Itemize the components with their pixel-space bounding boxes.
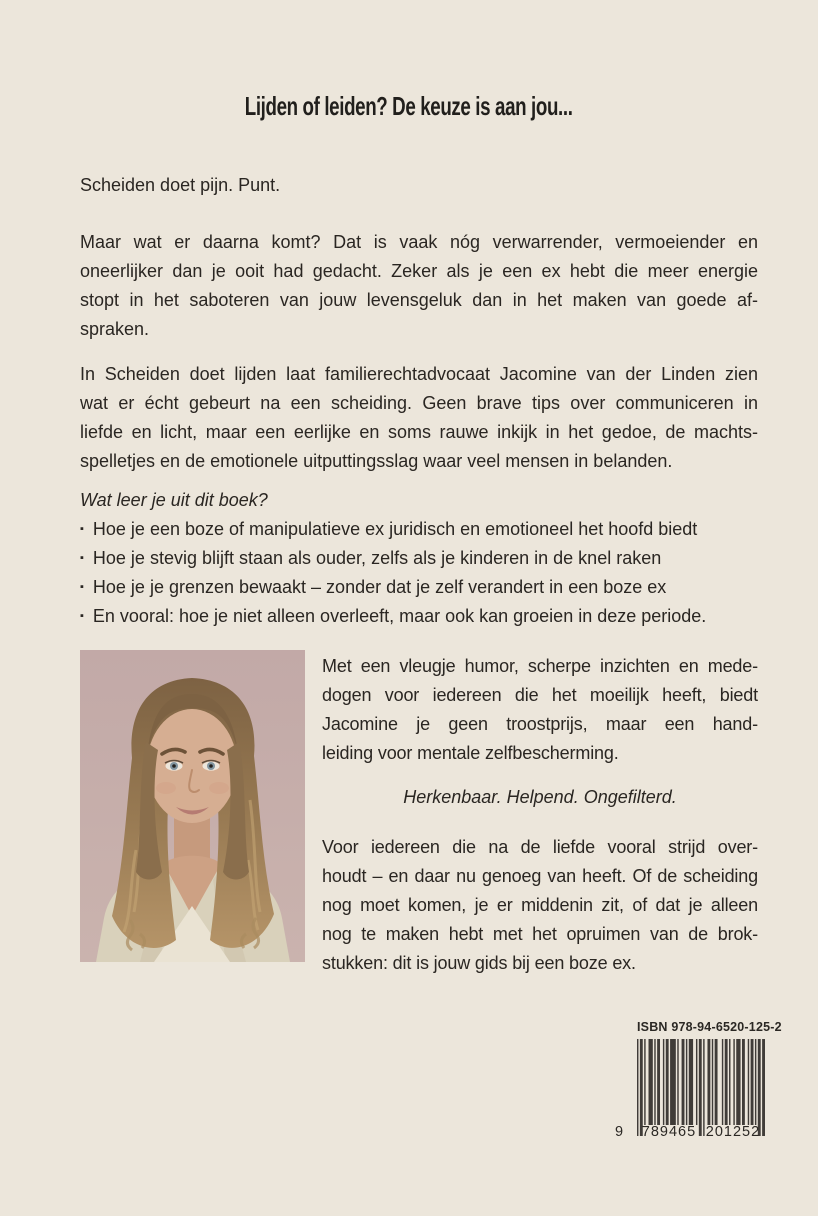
author-photo-illustration: [80, 650, 305, 962]
barcode-digit-group-2: 201252: [705, 1124, 761, 1140]
text-line: Jacomine je geen troostprijs, maar een hand-: [322, 714, 758, 734]
bullet-icon: ▪: [80, 581, 84, 593]
text-line: wat er écht gebeurt na een scheiding. Geen brave tips over communiceren in: [80, 393, 758, 413]
author-photo: [80, 650, 305, 962]
page-title-text: Lijden of leiden? De keuze is aan jou...: [245, 91, 573, 121]
text-line: stopt in het saboteren van jouw levensgeluk dan in het maken van goede af-: [80, 290, 758, 310]
bullet-icon: ▪: [80, 552, 84, 564]
intro-line: Scheiden doet pijn. Punt.: [80, 175, 281, 195]
bullet-item: [80, 602, 758, 631]
learn-section: [80, 486, 758, 631]
bullet-text: En vooral: hoe je niet alleen overleeft, maar ook kan groeien in deze periode.: [92, 606, 707, 626]
photo-blush-left: [156, 782, 176, 794]
text-line: spraken.: [80, 319, 150, 339]
bullet-text: Hoe je je grenzen bewaakt – zonder dat je zelf verandert in een boze ex: [92, 577, 667, 597]
beside-photo-paragraph: [322, 652, 758, 768]
bullet-text: Hoe je stevig blijft staan als ouder, zelfs als je kinderen in de knel raken: [92, 548, 662, 568]
tagline: Herkenbaar. Helpend. Ongefilterd.: [403, 787, 677, 807]
text-line: oneerlijker dan je ooit had gedacht. Zeker als je een ex hebt die meer energie: [80, 261, 758, 281]
bullet-icon: ▪: [80, 523, 84, 535]
barcode-digit-prefix: 9: [615, 1124, 624, 1140]
text-line: houdt – en daar nu genoeg van heeft. Of de scheiding: [322, 866, 758, 886]
closing-paragraph: [322, 833, 758, 978]
learn-section-heading: Wat leer je uit dit boek?: [80, 490, 268, 510]
bullet-item: [80, 573, 758, 602]
barcode-digit-group-1: 789465: [641, 1124, 697, 1140]
barcode: [637, 1039, 765, 1136]
bullet-text: Hoe je een boze of manipulatieve ex juridisch en emotioneel het hoofd biedt: [92, 519, 698, 539]
text-line: liefde en licht, maar een eerlijke en soms rauwe inkijk in het gedoe, de machts-: [80, 422, 758, 442]
isbn-block: [615, 1020, 782, 1140]
beside-photo-column: [322, 652, 758, 978]
text-line: nog moet komen, je er middenin zit, of dat je alleen: [322, 895, 758, 915]
barcode-digits: [615, 1124, 765, 1140]
page-title: [0, 91, 818, 122]
isbn-label: ISBN 978-94-6520-125-2: [637, 1020, 782, 1034]
text-line: leiding voor mentale zelfbescherming.: [322, 743, 619, 763]
text-line: Met een vleugje humor, scherpe inzichten en mede-: [322, 656, 758, 676]
bullet-item: [80, 544, 758, 573]
bullet-item: [80, 515, 758, 544]
text-line: nog te maken hebt met het opruimen van de brok-: [322, 924, 758, 944]
text-line: In Scheiden doet lijden laat familierechtadvocaat Jacomine van der Linden zien: [80, 364, 758, 384]
photo-blush-right: [209, 782, 229, 794]
text-line: Voor iedereen die na de liefde vooral strijd over-: [322, 837, 758, 857]
photo-pupil-right: [209, 764, 213, 768]
photo-face: [147, 709, 237, 823]
text-line: Maar wat er daarna komt? Dat is vaak nóg verwarrender, vermoeiender en: [80, 232, 758, 252]
paragraph-2: [80, 360, 758, 476]
text-line: dogen voor iedereen die het moeilijk heeft, biedt: [322, 685, 758, 705]
text-line: spelletjes en de emotionele uitputtingsslag waar veel mensen in belanden.: [80, 451, 673, 471]
bullet-icon: ▪: [80, 610, 84, 622]
text-line: stukken: dit is jouw gids bij een boze ex.: [322, 953, 636, 973]
learn-bullet-list: [80, 515, 758, 631]
photo-pupil-left: [172, 764, 176, 768]
paragraph-1: [80, 228, 758, 344]
